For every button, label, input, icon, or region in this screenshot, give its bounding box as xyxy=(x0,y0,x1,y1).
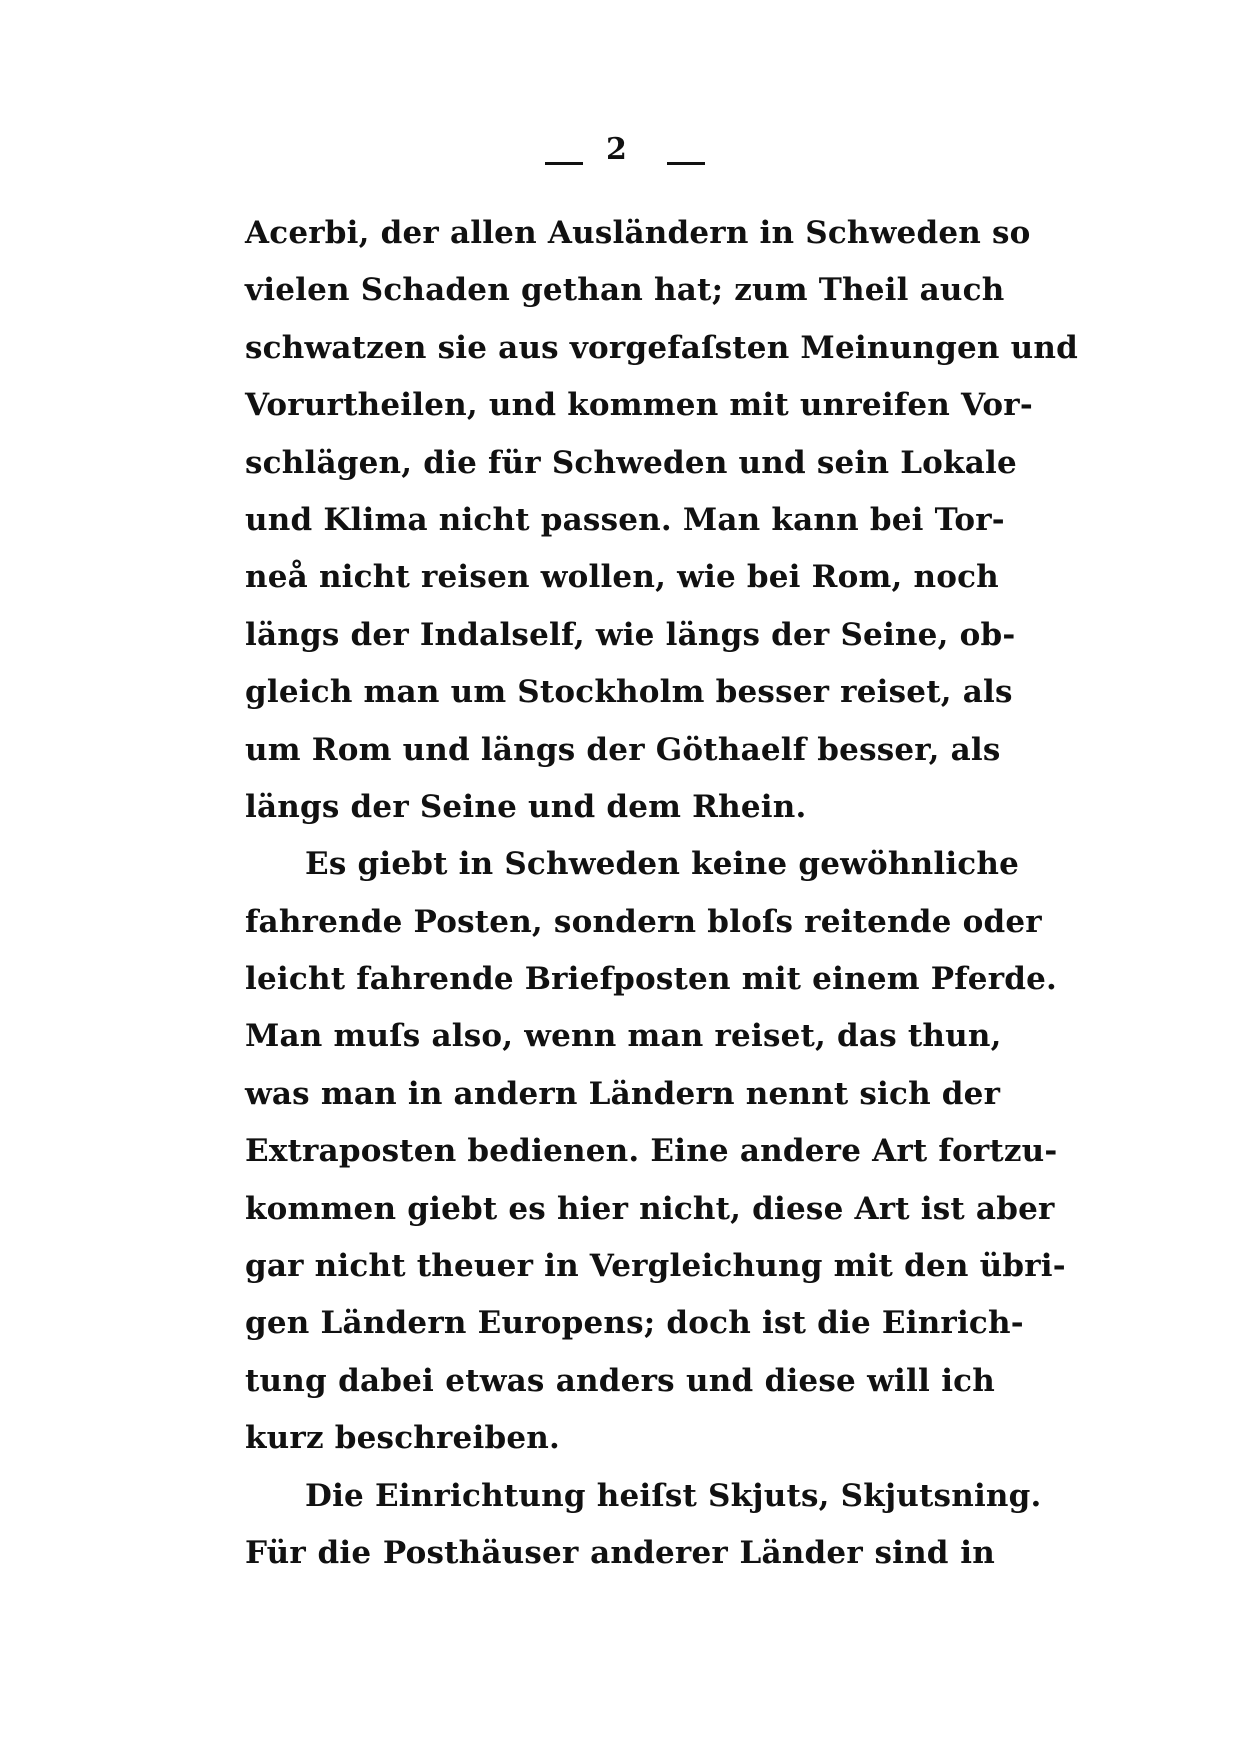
text-line: leicht fahrende Briefposten mit einem Pferde. xyxy=(245,961,1058,998)
text-line: neå nicht reisen wollen, wie bei Rom, noch xyxy=(245,559,999,596)
text-line: vielen Schaden gethan hat; zum Theil auch xyxy=(245,272,1005,309)
text-line: Acerbi, der allen Ausländern in Schweden so xyxy=(245,215,1031,251)
text-line: Vorurtheilen, und kommen mit unreifen Vor- xyxy=(245,387,1033,424)
text-line: kommen giebt es hier nicht, diese Art ist aber xyxy=(245,1190,1055,1227)
text-line: schwatzen sie aus vorgefaſsten Meinungen und xyxy=(245,329,1078,366)
text-line: gleich man um Stockholm besser reiset, als xyxy=(245,674,1013,711)
text-line: tung dabei etwas anders und diese will ich xyxy=(245,1362,995,1399)
text-line: gen Ländern Europens; doch ist die Einrich- xyxy=(245,1305,1024,1342)
body-text xyxy=(245,205,1078,1582)
text-line: um Rom und längs der Göthaelf besser, als xyxy=(245,731,1001,768)
page-header xyxy=(0,132,1241,172)
header-dash-left xyxy=(545,162,583,165)
page-number: 2 xyxy=(606,132,627,167)
text-line: Extraposten bedienen. Eine andere Art fortzu- xyxy=(245,1133,1058,1170)
text-line: längs der Seine und dem Rhein. xyxy=(245,788,807,825)
text-line: fahrende Posten, sondern bloſs reitende oder xyxy=(245,903,1042,940)
text-line: längs der Indalself, wie längs der Seine, ob- xyxy=(245,616,1016,653)
text-line: gar nicht theuer in Vergleichung mit den übri- xyxy=(245,1248,1066,1285)
text-line: Die Einrichtung heiſst Skjuts, Skjutsning. xyxy=(305,1477,1042,1514)
text-line: Es giebt in Schweden keine gewöhnliche xyxy=(305,846,1020,883)
text-line: Für die Posthäuser anderer Länder sind in xyxy=(245,1534,995,1571)
header-dash-right xyxy=(667,162,705,165)
text-line: und Klima nicht passen. Man kann bei Tor- xyxy=(245,501,1005,538)
text-line: kurz beschreiben. xyxy=(245,1420,560,1457)
text-line: was man in andern Ländern nennt sich der xyxy=(245,1075,1001,1112)
text-line: Man muſs also, wenn man reiset, das thun, xyxy=(245,1018,1002,1055)
text-line: schlägen, die für Schweden und sein Lokale xyxy=(245,444,1017,481)
